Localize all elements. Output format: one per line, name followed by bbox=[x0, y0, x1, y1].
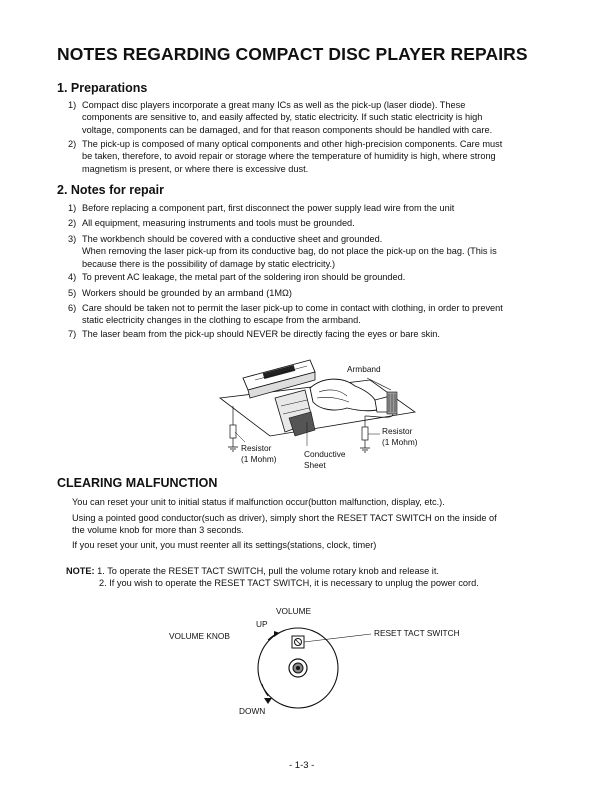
page-title: NOTES REGARDING COMPACT DISC PLAYER REPAIRS bbox=[57, 44, 528, 64]
resistor-left-label bbox=[241, 443, 277, 465]
item-line: components are sensitive to, and easily affected by, static electricity. If such static electricity is high bbox=[82, 112, 483, 123]
down-label: DOWN bbox=[239, 706, 266, 716]
paragraph-line: Using a pointed good conductor(such as driver), simply short the RESET TACT SWITCH on the inside of bbox=[72, 513, 497, 523]
label-line: (1 Mohm) bbox=[241, 454, 277, 464]
preparations-heading: 1. Preparations bbox=[57, 81, 148, 95]
item-number: 1) bbox=[68, 203, 77, 213]
list-item bbox=[68, 99, 548, 136]
volume-knob-label: VOLUME KNOB bbox=[169, 631, 230, 641]
up-label: UP bbox=[256, 619, 268, 629]
reset-switch-label: RESET TACT SWITCH bbox=[374, 628, 460, 638]
item-line: Before replacing a component part, first disconnect the power supply lead wire from the unit bbox=[82, 203, 455, 213]
item-line: static electricity changes in the clothing to escape from the armband. bbox=[82, 315, 361, 326]
item-number: 1) bbox=[68, 100, 77, 110]
label-line: Sheet bbox=[304, 460, 326, 470]
ground-icon bbox=[228, 447, 238, 451]
paragraph-line: If you reset your unit, you must reenter all its settings(stations, clock, timer) bbox=[72, 540, 377, 550]
item-line: All equipment, measuring instruments and tools must be grounded. bbox=[82, 218, 355, 228]
list-item bbox=[68, 202, 548, 214]
repair-heading: 2. Notes for repair bbox=[57, 183, 164, 197]
reset-switch-icon bbox=[292, 636, 304, 648]
note-block bbox=[66, 565, 566, 590]
conductive-sheet-label bbox=[304, 449, 346, 471]
arrow-down-icon bbox=[264, 698, 272, 704]
resistor-icon bbox=[230, 425, 236, 438]
item-line: The pick-up is composed of many optical components and other high-precision components. Care must bbox=[82, 139, 503, 149]
list-item bbox=[68, 217, 548, 229]
item-line: because there is the possibility of damage by static electricity.) bbox=[82, 258, 336, 269]
item-line: Compact disc players incorporate a great many ICs as well as the pick-up (laser diode). These bbox=[82, 100, 466, 110]
paragraph bbox=[72, 539, 552, 551]
item-line: Workers should be grounded by an armband (1MΩ) bbox=[82, 288, 292, 298]
item-line: magnetism is present, or where there is excessive dust. bbox=[82, 163, 309, 174]
label-line: Resistor bbox=[241, 443, 272, 453]
list-item bbox=[68, 328, 548, 340]
item-line: Care should be taken not to permit the laser pick-up to come in contact with clothing, in order to prevent bbox=[82, 303, 503, 313]
knob-shaft-icon bbox=[289, 659, 307, 677]
volume-label: VOLUME bbox=[276, 606, 312, 616]
page-number: - 1-3 - bbox=[289, 760, 315, 771]
note-line-2: 2. If you wish to operate the RESET TACT SWITCH, it is necessary to unplug the power cord. bbox=[99, 578, 479, 589]
list-item bbox=[68, 138, 548, 175]
paragraph-line: the volume knob for more than 3 seconds. bbox=[72, 525, 244, 536]
volume-knob-illustration bbox=[236, 618, 376, 718]
label-line: (1 Mohm) bbox=[382, 437, 418, 447]
resistor-right-label bbox=[382, 426, 418, 448]
list-item bbox=[68, 302, 548, 327]
label-line: Conductive bbox=[304, 449, 346, 459]
hand-icon bbox=[310, 379, 393, 412]
item-line: The laser beam from the pick-up should NEVER be directly facing the eyes or bare skin. bbox=[82, 329, 440, 339]
item-number: 2) bbox=[68, 139, 77, 149]
paragraph-line: You can reset your unit to initial status if malfunction occur(button malfunction, display, etc.). bbox=[72, 497, 445, 507]
item-number: 7) bbox=[68, 329, 77, 339]
item-number: 3) bbox=[68, 234, 77, 244]
item-number: 2) bbox=[68, 218, 77, 228]
item-number: 4) bbox=[68, 272, 77, 282]
paragraph bbox=[72, 496, 552, 508]
armband-icon bbox=[387, 392, 397, 414]
item-line: be taken, therefore, to avoid repair or storage where the temperature of humidity is high, where strong bbox=[82, 151, 496, 162]
resistor-icon bbox=[362, 427, 368, 440]
label-line: Resistor bbox=[382, 426, 413, 436]
clearing-heading: CLEARING MALFUNCTION bbox=[57, 476, 218, 490]
list-item bbox=[68, 287, 548, 299]
note-label: NOTE: bbox=[66, 566, 95, 576]
list-item bbox=[68, 233, 548, 270]
item-number: 6) bbox=[68, 303, 77, 313]
list-item bbox=[68, 271, 548, 283]
paragraph bbox=[72, 512, 552, 537]
item-line: To prevent AC leakage, the metal part of the soldering iron should be grounded. bbox=[82, 272, 406, 282]
laser-pickup-icon bbox=[243, 360, 315, 436]
item-line: The workbench should be covered with a conductive sheet and grounded. bbox=[82, 234, 383, 244]
item-line: voltage, components can be damaged, and for that reason components should be handled with care. bbox=[82, 124, 493, 135]
armband-label: Armband bbox=[347, 364, 381, 374]
ground-icon bbox=[360, 448, 370, 452]
item-number: 5) bbox=[68, 288, 77, 298]
note-line-1: 1. To operate the RESET TACT SWITCH, pull the volume rotary knob and release it. bbox=[97, 566, 439, 576]
item-line: When removing the laser pick-up from its conductive bag, do not place the pick-up on the bag. (This is bbox=[82, 246, 497, 257]
